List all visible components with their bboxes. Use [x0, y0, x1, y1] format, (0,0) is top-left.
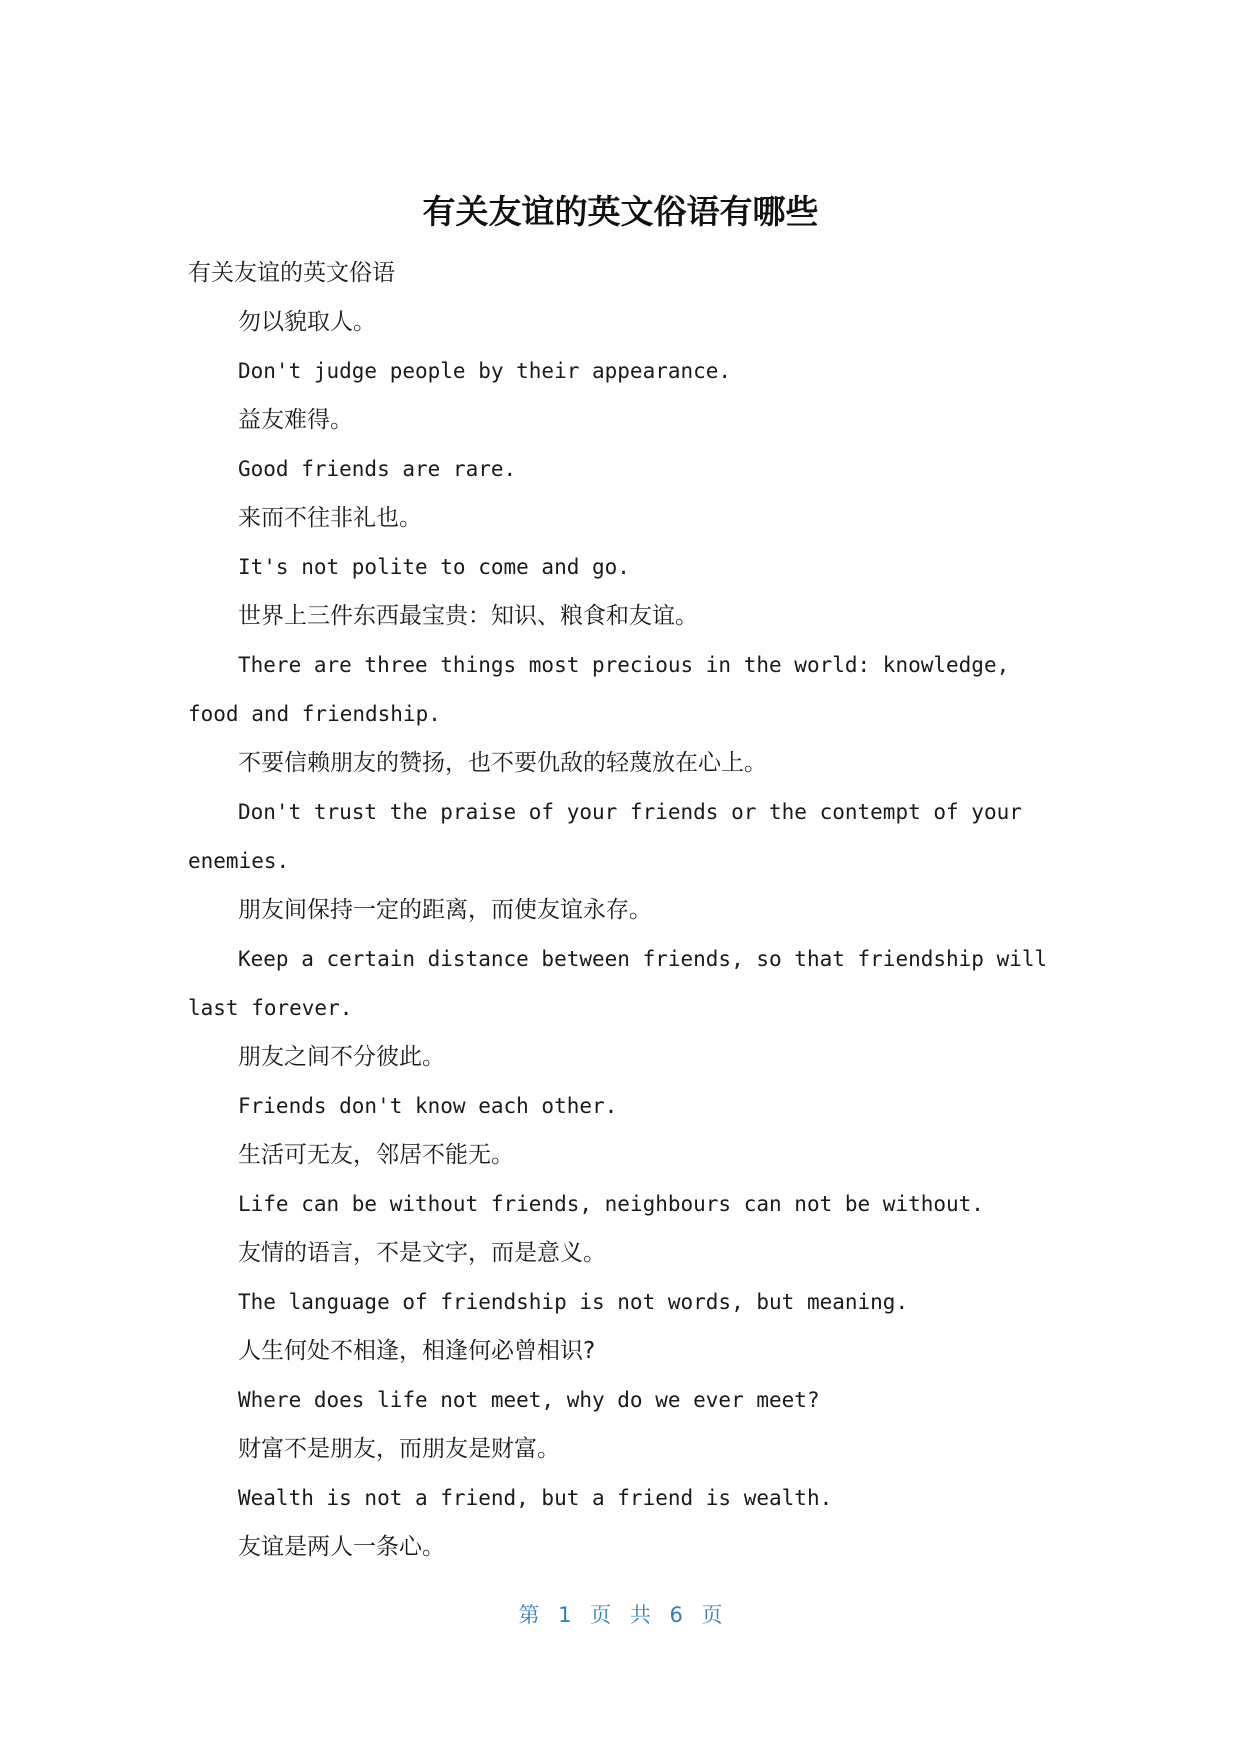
paragraph-english: Life can be without friends, neighbours can not be without. — [238, 1192, 984, 1216]
page-footer: 第 1 页 共 6 页 — [518, 1603, 723, 1627]
document-body — [188, 249, 1058, 1572]
paragraph-chinese: 勿以貌取人。 — [238, 309, 376, 335]
paragraph-chinese: 生活可无友，邻居不能无。 — [238, 1142, 514, 1168]
paragraph-chinese: 不要信赖朋友的赞扬，也不要仇敌的轻蔑放在心上。 — [238, 750, 767, 776]
paragraph-english: Good friends are rare. — [238, 457, 517, 481]
paragraph-english: Wealth is not a friend, but a friend is wealth. — [238, 1486, 833, 1510]
paragraph-chinese: 财富不是朋友，而朋友是财富。 — [238, 1436, 560, 1462]
paragraph-english: It's not polite to come and go. — [238, 555, 630, 579]
paragraph-english: Where does life not meet, why do we ever meet? — [238, 1388, 820, 1412]
paragraph-chinese: 来而不往非礼也。 — [238, 505, 422, 531]
paragraph-english-continued: enemies. — [188, 849, 290, 873]
paragraph-chinese: 人生何处不相逢，相逢何必曾相识? — [238, 1338, 596, 1364]
paragraph-chinese: 世界上三件东西最宝贵：知识、粮食和友谊。 — [238, 603, 698, 629]
paragraph-english: Friends don't know each other. — [238, 1094, 618, 1118]
paragraph-english: The language of friendship is not words, but meaning. — [238, 1290, 909, 1314]
section-heading: 有关友谊的英文俗语 — [188, 260, 395, 286]
paragraph-chinese: 友情的语言，不是文字，而是意义。 — [238, 1240, 606, 1266]
paragraph-chinese: 益友难得。 — [238, 407, 353, 433]
paragraph-chinese: 朋友之间不分彼此。 — [238, 1044, 445, 1070]
paragraph-english: Keep a certain distance between friends, so that friendship will — [238, 947, 1048, 971]
paragraph-chinese: 友谊是两人一条心。 — [238, 1534, 445, 1560]
paragraph-english: There are three things most precious in the world: knowledge, — [238, 653, 1010, 677]
paragraph-english-continued: food and friendship. — [188, 702, 441, 726]
document-title: 有关友谊的英文俗语有哪些 — [422, 192, 819, 231]
paragraph-english: Don't trust the praise of your friends or the contempt of your — [238, 800, 1022, 824]
paragraph-chinese: 朋友间保持一定的距离，而使友谊永存。 — [238, 897, 652, 923]
paragraph-english: Don't judge people by their appearance. — [238, 359, 732, 383]
paragraph-english-continued: last forever. — [188, 996, 353, 1020]
